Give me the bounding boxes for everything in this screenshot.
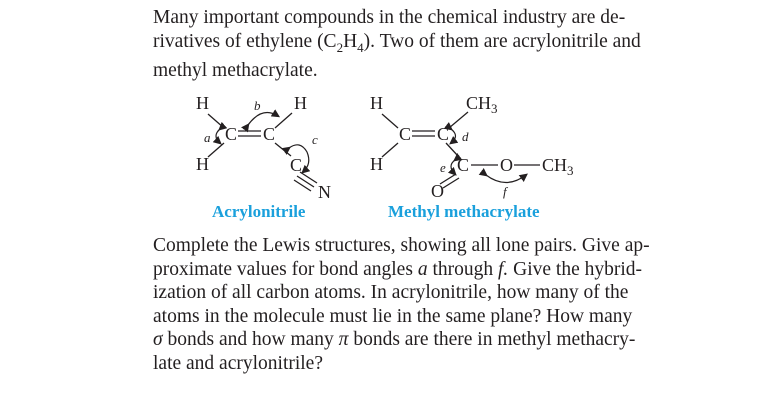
- question-line-1: Complete the Lewis structures, showing all lone pairs. Give ap-: [153, 235, 650, 256]
- mma-h-top-left: H: [370, 93, 383, 113]
- acrylo-c2: C: [263, 124, 276, 144]
- mma-ch3-top-sub: 3: [491, 101, 498, 116]
- angle-label-d: d: [462, 129, 469, 144]
- acrylo-bond-c2-c3: [275, 143, 291, 156]
- intro-line-1: Many important compounds in the chemical industry are de-: [153, 7, 626, 28]
- question-line-4: atoms in the molecule must lie in the same plane? How many: [153, 305, 633, 327]
- mma-h-bottom-left: H: [370, 154, 383, 174]
- acrylo-triple-bond-1: [297, 176, 314, 187]
- angle-label-f: f: [503, 184, 507, 199]
- mma-o-carbonyl: O: [431, 181, 444, 201]
- angle-label-b: b: [254, 98, 261, 113]
- acrylo-h-top-right: H: [294, 93, 307, 113]
- question-line-2-part-3: Give the hybrid-: [508, 258, 643, 280]
- angle-d-arrow: [451, 129, 456, 143]
- mma-c3: C: [457, 155, 470, 175]
- intro-line-3: methyl methacrylate.: [153, 59, 318, 81]
- formula-sub-4: 4: [357, 39, 364, 55]
- acrylo-bond-h1-c1: [208, 114, 224, 128]
- pi-symbol: π: [338, 329, 349, 350]
- angle-e-arrow: [451, 160, 455, 174]
- acrylo-c1: C: [225, 124, 238, 144]
- mma-bond-h1-c1: [382, 114, 398, 128]
- mma-ch3-top-ch: CH: [466, 93, 492, 113]
- question-paragraph: [153, 234, 650, 375]
- mma-c1: C: [399, 124, 412, 144]
- question-line-2: [153, 258, 643, 282]
- mma-bond-c2-ch3: [449, 112, 468, 128]
- acrylo-n: N: [318, 182, 331, 202]
- angle-label-c: c: [312, 132, 318, 147]
- sigma-symbol: σ: [153, 329, 163, 350]
- methyl-methacrylate-structure: [370, 93, 574, 221]
- mma-o-ester: O: [500, 155, 513, 175]
- question-line-5-part-2: bonds are there in methyl methacry-: [348, 329, 636, 350]
- acrylo-bond-h3-c1: [208, 143, 224, 157]
- intro-line-2-end: ). Two of them are acrylonitrile and: [363, 30, 641, 52]
- mma-bond-h2-c1: [382, 143, 398, 157]
- mma-ch3-right-sub: 3: [567, 163, 574, 178]
- mma-ch3-top: [466, 93, 498, 116]
- formula-h: H: [343, 30, 358, 52]
- mma-carbonyl-bond-2: [443, 178, 459, 188]
- acrylo-h-top-left: H: [196, 93, 209, 113]
- mma-ch3-right-ch: CH: [542, 155, 568, 175]
- angle-a-ref: a: [417, 258, 428, 280]
- angle-f-arrow: [486, 175, 526, 183]
- acrylonitrile-structure: [196, 93, 331, 221]
- mma-carbonyl-bond-1: [440, 174, 456, 184]
- acrylonitrile-caption: Acrylonitrile: [212, 202, 306, 221]
- angle-a-arrow: [216, 129, 220, 143]
- acrylo-triple-bond-3: [294, 180, 311, 191]
- question-line-2-part-2: through: [427, 258, 498, 280]
- angle-label-a: a: [204, 130, 211, 145]
- intro-line-2-start: rivatives of ethylene (C: [153, 30, 337, 52]
- question-line-6: late and acrylonitrile?: [153, 352, 323, 374]
- angle-label-e: e: [440, 160, 446, 175]
- acrylo-h-bottom-left: H: [196, 154, 209, 174]
- question-line-2-part-1: proximate values for bond angles: [153, 258, 418, 280]
- mma-bond-c2-c3: [446, 143, 458, 156]
- angle-f-ref: f.: [497, 258, 509, 280]
- mma-c2: C: [437, 124, 450, 144]
- question-line-3: ization of all carbon atoms. In acrylonitrile, how many of the: [153, 282, 629, 303]
- question-line-5: [153, 328, 636, 352]
- mma-ch3-right: [542, 155, 574, 178]
- acrylo-c3: C: [290, 155, 303, 175]
- methyl-methacrylate-caption: Methyl methacrylate: [388, 202, 540, 221]
- question-line-5-part-1: bonds and how many: [162, 329, 339, 350]
- acrylo-triple-bond-2: [300, 172, 317, 183]
- formula-sub-2: 2: [336, 39, 344, 55]
